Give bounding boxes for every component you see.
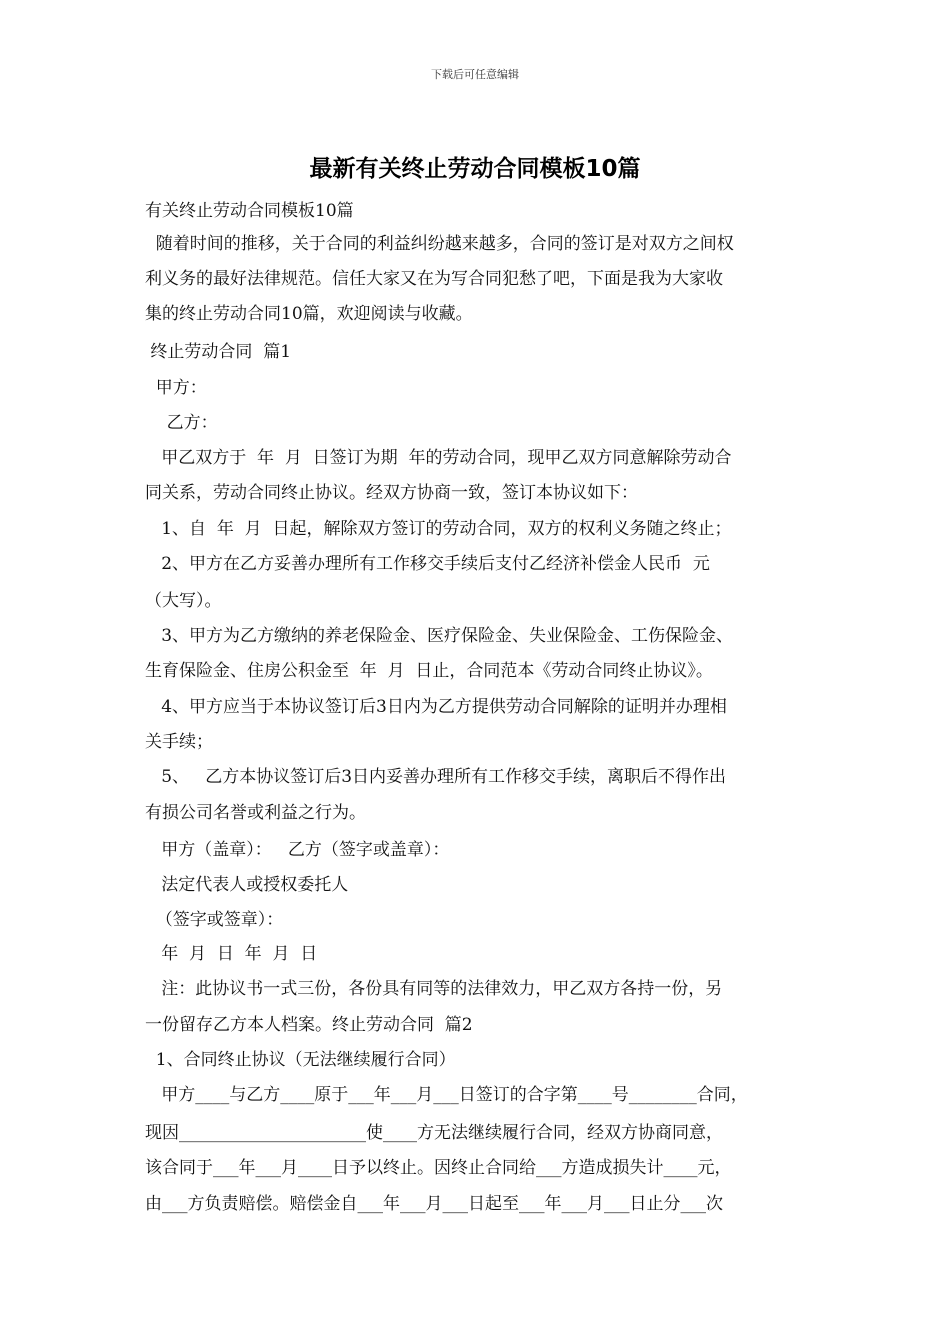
doc-line: 甲方____与乙方____原于___年___月___日签订的合字第____号________合同， xyxy=(145,1085,748,1105)
doc-line: 该合同于___年___月____日予以终止。因终止合同给___方造成损失计____元， xyxy=(145,1158,732,1178)
doc-line: 4、甲方应当于本协议签订后3日内为乙方提供劳动合同解除的证明并办理相 xyxy=(145,697,727,717)
doc-line: 终止劳动合同 篇1 xyxy=(145,342,292,362)
doc-line: （签字或签章）： xyxy=(145,910,284,930)
doc-line: 一份留存乙方本人档案。终止劳动合同 篇2 xyxy=(145,1015,473,1035)
header-note: 下载后可任意编辑 xyxy=(431,68,519,81)
doc-line: 随着时间的推移，关于合同的利益纠纷越来越多，合同的签订是对双方之间权 xyxy=(145,234,734,254)
doc-line: 有损公司名誉或利益之行为。 xyxy=(145,803,366,823)
doc-line: 1、自 年 月 日起，解除双方签订的劳动合同，双方的权利义务随之终止； xyxy=(145,519,732,539)
doc-line: 甲方： xyxy=(145,378,207,398)
doc-line: 年 月 日 年 月 日 xyxy=(145,944,318,964)
doc-line: 生育保险金、住房公积金至 年 月 日止，合同范本《劳动合同终止协议》。 xyxy=(145,661,713,681)
doc-line: 集的终止劳动合同10篇，欢迎阅读与收藏。 xyxy=(145,304,473,324)
doc-line: 注：此协议书一式三份，各份具有同等的法律效力，甲乙双方各持一份，另 xyxy=(145,979,723,999)
doc-line: （大写）。 xyxy=(145,591,222,611)
doc-line: 2、甲方在乙方妥善办理所有工作移交手续后支付乙经济补偿金人民币 元 xyxy=(145,554,710,574)
doc-line: 法定代表人或授权委托人 xyxy=(145,875,349,895)
doc-line: 由___方负责赔偿。赔偿金自___年___月___日起至___年___月___日止分___次 xyxy=(145,1194,723,1214)
doc-line: 利义务的最好法律规范。信任大家又在为写合同犯愁了吧，下面是我为大家收 xyxy=(145,269,723,289)
doc-line: 5、 乙方本协议签订后3日内妥善办理所有工作移交手续，离职后不得作出 xyxy=(145,767,727,787)
doc-line: 1、合同终止协议（无法继续履行合同） xyxy=(145,1050,456,1070)
doc-line: 关手续； xyxy=(145,732,213,752)
doc-line: 有关终止劳动合同模板10篇 xyxy=(145,201,354,221)
doc-line: 3、甲方为乙方缴纳的养老保险金、医疗保险金、失业保险金、工伤保险金、 xyxy=(145,626,734,646)
document-title: 最新有关终止劳动合同模板10篇 xyxy=(309,156,641,182)
doc-line: 同关系，劳动合同终止协议。经双方协商一致，签订本协议如下： xyxy=(145,483,638,503)
doc-line: 甲方（盖章）： 乙方（签字或盖章）： xyxy=(145,840,450,860)
doc-line: 甲乙双方于 年 月 日签订为期 年的劳动合同，现甲乙双方同意解除劳动合 xyxy=(145,448,732,468)
doc-line: 乙方： xyxy=(145,413,218,433)
doc-line: 现因______________________使____方无法继续履行合同，经双方协商同意， xyxy=(145,1123,723,1143)
